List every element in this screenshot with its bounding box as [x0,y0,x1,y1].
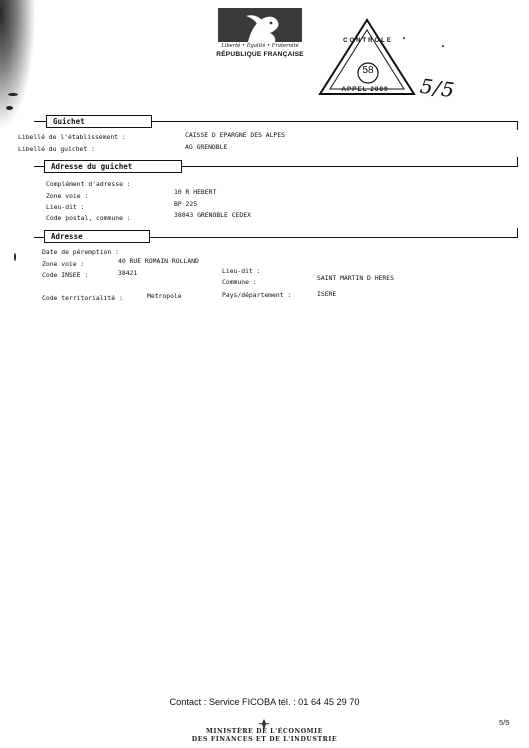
pays-value: ISERE [317,290,337,298]
etab-label: Libellé de l'établissement : [18,133,126,141]
ministry-emblem-icon [258,716,270,728]
scan-speck [6,106,13,110]
adresse-zone-value: 40 RUE ROMAIN ROLLAND [118,257,199,265]
territ-value: Metropole [147,292,182,300]
ministry-line1: MINISTÈRE DE L'ÉCONOMIE [206,728,323,735]
motto: Liberté • Égalité • Fraternité [221,43,299,49]
section-guichet-title: Guichet [46,115,152,128]
section-rule-end [517,121,518,130]
zone-voie-value: 10 R HEBERT [174,188,217,196]
peremption-label: Date de péremption : [42,248,119,256]
lieu-dit-value: BP 225 [174,200,198,208]
territ-label: Code territorialité : [42,294,123,302]
stamp-top-text: CONTROLE [343,38,393,44]
marianne-logo [218,8,302,42]
etab-value: CAISSE D EPARGNE DES ALPES [185,131,286,139]
scan-speck [442,45,444,47]
pays-label: Pays/département : [222,291,292,299]
section-adresse-title: Adresse [44,230,150,243]
commune-label: Commune : [222,278,257,286]
commune-value: SAINT MARTIN D HERES [317,274,394,282]
section-rule-end [517,157,518,166]
scan-speck [14,253,16,261]
handwritten-page-number: 5/5 [418,73,457,103]
ministry-line2: DES FINANCES ET DE L'INDUSTRIE [191,736,338,743]
guichet-label: Libellé du guichet : [18,145,95,153]
stamp-number: 58 [362,65,374,76]
adresse-lieu-label: Lieu-dit : [222,267,261,275]
zone-voie-label: Zone voie : [46,192,89,200]
lieu-dit-label: Lieu-dit : [46,203,85,211]
insee-value: 38421 [118,269,138,277]
footer-contact: Contact : Service FICOBA tél. : 01 64 45 29 70 [169,697,360,707]
republic-title: RÉPUBLIQUE FRANÇAISE [216,51,304,58]
adresse-zone-label: Zone voie : [42,260,85,268]
stamp-bottom-text: APPEL 2009 [341,86,389,93]
page-number: 5/5 [499,718,510,727]
scan-speck [8,93,18,96]
guichet-value: AG GRENOBLE [185,143,228,151]
insee-label: Code INSEE : [42,271,89,279]
complement-label: Complément d'adresse : [46,180,131,188]
code-postal-value: 38043 GRENOBLE CEDEX [174,211,251,219]
code-postal-label: Code postal, commune : [46,214,131,222]
section-adresse-guichet-title: Adresse du guichet [44,160,182,173]
scan-shadow [0,0,36,130]
section-rule-end [517,228,518,237]
